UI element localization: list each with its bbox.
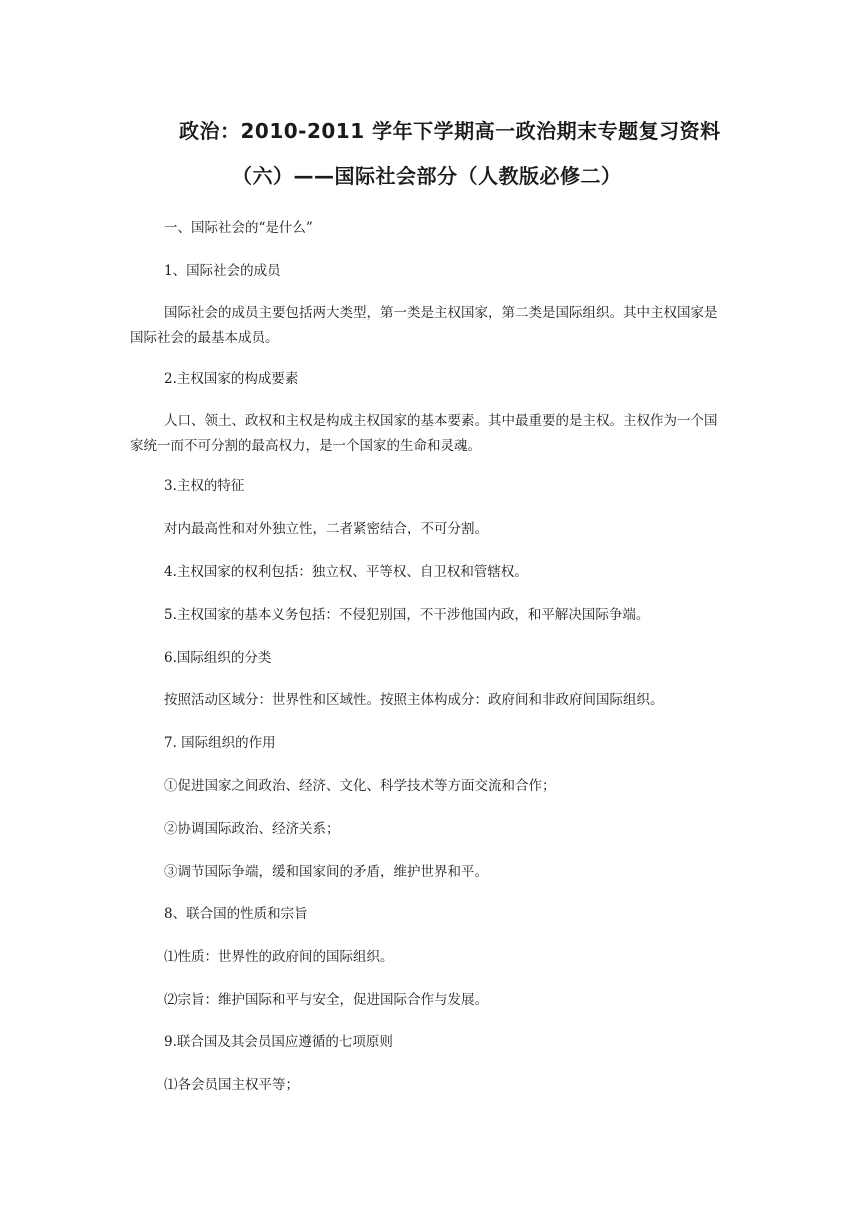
list-item: ③调节国际争端，缓和国家间的矛盾，维护世界和平。 (164, 864, 488, 880)
document-title-line1: 政治：2010-2011 学年下学期高一政治期末专题复习资料 (179, 119, 721, 143)
subheading: 8、联合国的性质和宗旨 (164, 906, 308, 922)
section-heading: 一、国际社会的“是什么” (164, 220, 313, 236)
document-title-line2: （六）——国际社会部分（人教版必修二） (232, 164, 622, 188)
list-item: ⑵宗旨：维护国际和平与安全，促进国际合作与发展。 (164, 992, 488, 1008)
paragraph: 5.主权国家的基本义务包括：不侵犯别国，不干涉他国内政，和平解决国际争端。 (164, 607, 650, 623)
subheading: 6.国际组织的分类 (164, 650, 272, 666)
list-item: ⑴性质：世界性的政府间的国际组织。 (164, 949, 394, 965)
paragraph: 按照活动区域分：世界性和区域性。按照主体构成分：政府间和非政府间国际组织。 (164, 692, 664, 708)
subheading: 9.联合国及其会员国应遵循的七项原则 (164, 1034, 393, 1050)
paragraph: 4.主权国家的权利包括：独立权、平等权、自卫权和管辖权。 (164, 564, 528, 580)
subheading: 2.主权国家的构成要素 (164, 371, 299, 387)
paragraph: 国际社会的成员主要包括两大类型，第一类是主权国家，第二类是国际组织。其中主权国家是国际社会的最基本成员。 (130, 305, 718, 346)
list-item: ②协调国际政治、经济关系； (164, 821, 340, 837)
list-item: ①促进国家之间政治、经济、文化、科学技术等方面交流和合作； (164, 778, 556, 794)
paragraph: 对内最高性和对外独立性，二者紧密结合，不可分割。 (164, 521, 488, 537)
subheading: 3.主权的特征 (164, 478, 245, 494)
paragraph: 人口、领土、政权和主权是构成主权国家的基本要素。其中最重要的是主权。主权作为一个国家统一而不可分割的最高权力，是一个国家的生命和灵魂。 (130, 413, 718, 454)
subheading: 7. 国际组织的作用 (164, 735, 276, 751)
list-item: ⑴各会员国主权平等； (164, 1077, 299, 1093)
subheading: 1、国际社会的成员 (164, 263, 281, 279)
